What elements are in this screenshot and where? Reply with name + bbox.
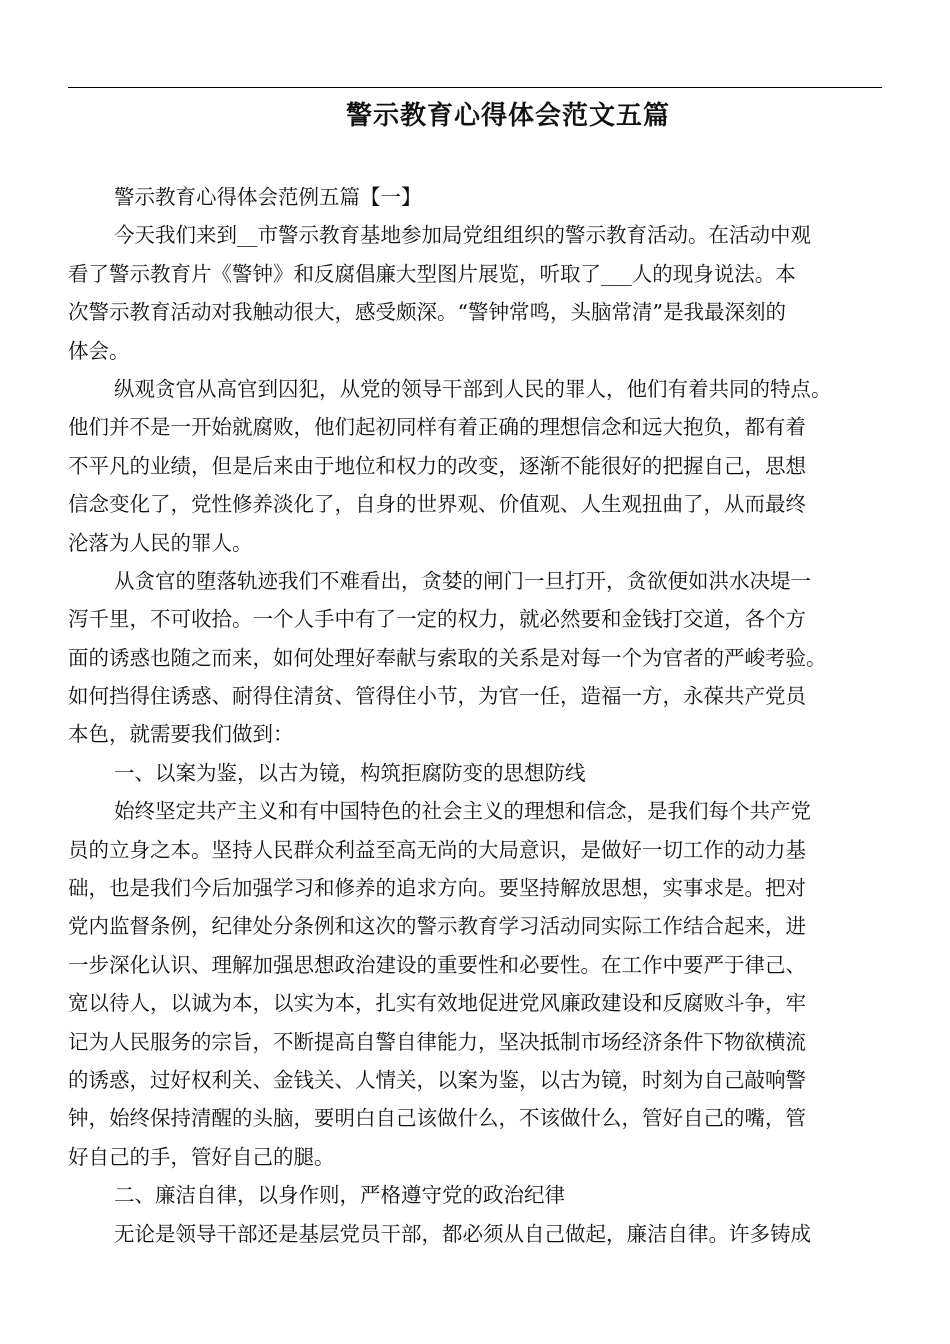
text-line: 好自己的手，管好自己的腿。 (68, 1144, 335, 1169)
text-line: 记为人民服务的宗旨，不断提高自警自律能力，坚决抵制市场经济条件下物欲横流 (68, 1029, 806, 1054)
header-rule (68, 87, 882, 88)
text-line: 础，也是我们今后加强学习和修养的追求方向。要坚持解放思想，实事求是。把对 (68, 876, 806, 901)
text-line: 一步深化认识、理解加强思想政治建设的重要性和必要性。在工作中要严于律己、 (68, 952, 806, 977)
text-line: 看了警示教育片《警钟》和反腐倡廉大型图片展览，听取了___人的现身说法。本 (68, 261, 796, 286)
text-line: 党内监督条例，纪律处分条例和这次的警示教育学习活动同实际工作结合起来，进 (68, 914, 806, 939)
text-line: 纵观贪官从高官到囚犯，从党的领导干部到人民的罪人，他们有着共同的特点。 (114, 376, 832, 401)
text-line: 面的诱惑也随之而来，如何处理好奉献与索取的关系是对每一个为官者的严峻考验。 (68, 645, 827, 670)
text-line: 信念变化了，党性修养淡化了，自身的世界观、价值观、人生观扭曲了，从而最终 (68, 492, 806, 517)
document-title: 警示教育心得体会范文五篇 (345, 101, 670, 131)
text-line: 泻千里，不可收拾。一个人手中有了一定的权力，就必然要和金钱打交道，各个方 (68, 607, 806, 632)
section-heading: 一、以案为鉴，以古为镜，构筑拒腐防变的思想防线 (114, 760, 586, 785)
text-line: 钟，始终保持清醒的头脑，要明白自己该做什么，不该做什么，管好自己的嘴，管 (68, 1106, 806, 1131)
text-line: 本色，就需要我们做到： (68, 722, 294, 747)
text-line: 始终坚定共产主义和有中国特色的社会主义的理想和信念，是我们每个共产党 (114, 799, 811, 824)
section-heading: 二、廉洁自律，以身作则，严格遵守党的政治纪律 (114, 1183, 565, 1208)
text-line: 宽以待人，以诚为本，以实为本，扎实有效地促进党风廉政建设和反腐败斗争，牢 (68, 991, 806, 1016)
text-line: 今天我们来到__市警示教育基地参加局党组组织的警示教育活动。在活动中观 (114, 223, 811, 248)
text-line: 如何挡得住诱惑、耐得住清贫、管得住小节，为官一任，造福一方，永葆共产党员 (68, 684, 806, 709)
text-line: 无论是领导干部还是基层党员干部，都必须从自己做起，廉洁自律。许多铸成 (114, 1221, 811, 1246)
text-line: 体会。 (68, 338, 130, 363)
text-line: 从贪官的堕落轨迹我们不难看出，贪婪的闸门一旦打开，贪欲便如洪水决堤一 (114, 568, 811, 593)
text-line: 的诱惑，过好权利关、金钱关、人情关，以案为鉴，以古为镜，时刻为自己敲响警 (68, 1067, 806, 1092)
text-line: 沦落为人民的罪人。 (68, 530, 253, 555)
text-line: 次警示教育活动对我触动很大，感受颇深。“警钟常鸣，头脑常清”是我最深刻的 (68, 300, 786, 325)
document-body (68, 178, 898, 1253)
text-line: 他们并不是一开始就腐败，他们起初同样有着正确的理想信念和远大抱负，都有着 (68, 415, 806, 440)
text-line: 不平凡的业绩，但是后来由于地位和权力的改变，逐渐不能很好的把握自己，思想 (68, 453, 806, 478)
text-line: 警示教育心得体会范例五篇【一】 (114, 185, 422, 209)
text-line: 员的立身之本。坚持人民群众利益至高无尚的大局意识，是做好一切工作的动力基 (68, 837, 806, 862)
